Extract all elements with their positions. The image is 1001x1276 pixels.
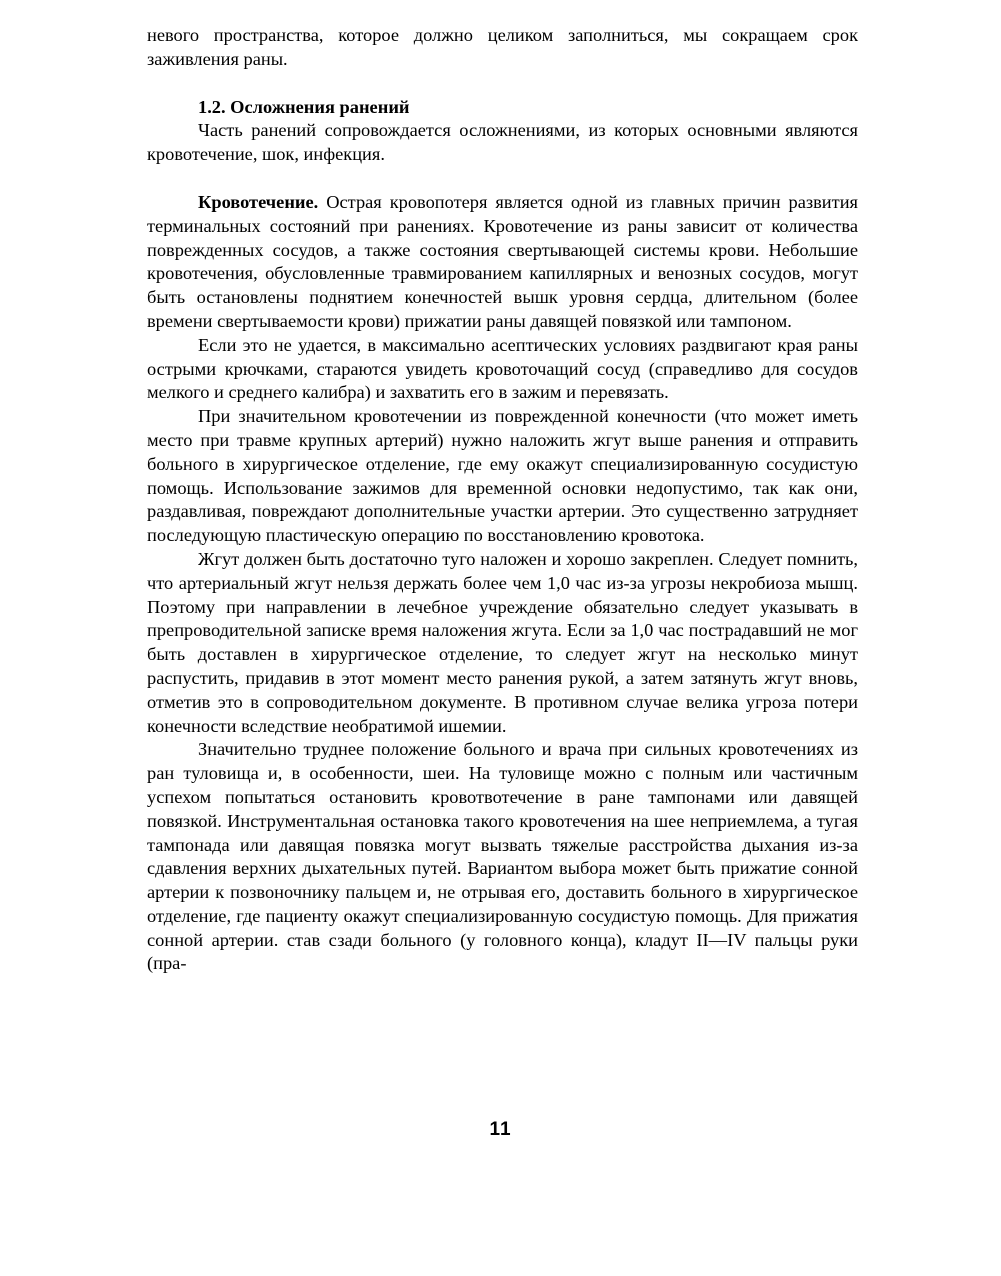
page-body <box>147 24 858 976</box>
page-number: 11 <box>489 1119 512 1140</box>
run-in-heading-bleeding: Кровотечение. <box>198 191 319 212</box>
paragraph-tourniquet-time: Жгут должен быть достаточно туго наложен и хорошо закреплен. Следует помнить, что артериальный жгут нельзя держать более чем 1,0 час из-за угрозы некробиоза мышц. Поэтому при направлении в лечебное учреждение обязательно следует указывать в препроводительной записке время наложения жгута. Если за 1,0 час пострадавший не мог быть доставлен в хирургическое отделение, то следует жгут на несколько минут распустить, придавив в этот момент место ранения рукой, а затем затянуть жгут вновь, отметив это в сопроводительном документе. В противном случае велика угроза потери конечности вследствие необратимой ишемии. <box>147 548 858 736</box>
paragraph-aseptic: Если это не удается, в максимально асептических условиях раздвигают края раны острыми крючками, стараются увидеть кровоточащий сосуд (справедливо для сосудов мелкого и среднего калибра) и захватить его в зажим и перевязать. <box>147 334 858 403</box>
paragraph-bleeding-text: Острая кровопотеря является одной из главных причин развития терминальных состояний при ранениях. Кровотечение из раны зависит от количества поврежденных сосудов, а также состояния свертывающей системы крови. Небольшие кровотечения, обусловленные травмированием капиллярных и венозных сосудов, могут быть остановлены поднятием конечностей вышк уровня сердца, длительном (более времени свертываемости крови) прижатии раны давящей повязкой или тампоном. <box>147 191 858 331</box>
paragraph-neck-bleeding: Значительно труднее положение больного и врача при сильных кровотечениях из ран туловища и, в особенности, шеи. На туловище можно с полным или частичным успехом попытаться остановить кровотвотечение в ране тампонами или давящей повязкой. Инструментальная остановка такого кровотечения на шее неприемлема, а тугая тампонада или давящая повязка могут вызвать тяжелые расстройства дыхания из-за сдавления верхних дыхательных путей. Вариантом выбора может быть прижатие сонной артерии к позвоночнику пальцем и, не отрывая его, доставить больного в хирургическое отделение, где пациенту окажут специализированную сосудистую помощь. Для прижатия сонной артерии. став сзади больного (у головного конца), кладут II—IV пальцы руки (пра- <box>147 739 858 974</box>
paragraph-bleeding <box>147 191 858 334</box>
paragraph-complications-intro: Часть ранений сопровождается осложнениями, из которых основными являются кровотечение, шок, инфекция. <box>147 120 858 165</box>
section-heading: 1.2. Осложнения ранений <box>198 96 410 117</box>
paragraph-continuation: невого пространства, которое должно целиком заполниться, мы сокращаем срок заживления раны. <box>147 25 858 69</box>
paragraph-tourniquet-apply: При значительном кровотечении из поврежденной конечности (что может иметь место при травме крупных артерий) нужно наложить жгут выше ранения и отправить больного в хирургическое отделение, где ему окажут специализированную сосудистую помощь. Использование зажимов для временной основки недопустимо, так как они, раздавливая, повреждают дополнительные участки артерии. Это существенно затрудняет последующую пластическую операцию по восстановлению кровотока. <box>147 406 858 546</box>
